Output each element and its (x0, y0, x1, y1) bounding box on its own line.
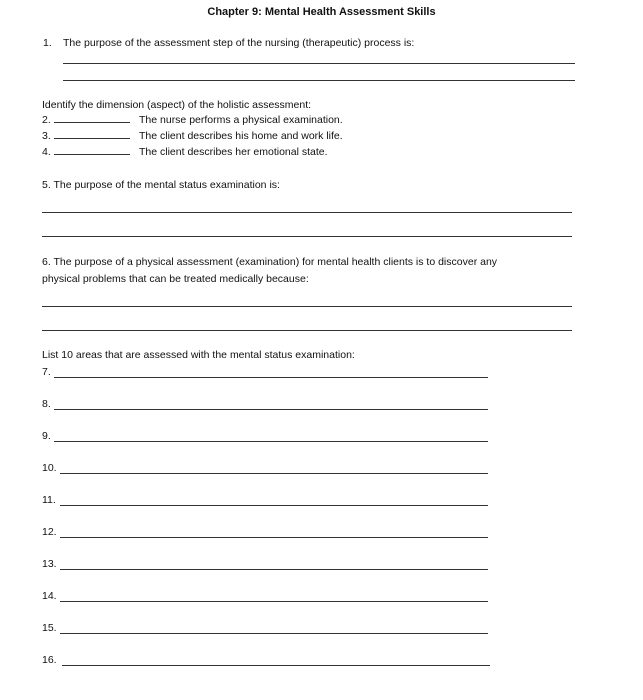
list-item-number: 11. (42, 494, 56, 506)
list-item-number: 13. (42, 558, 57, 570)
answer-line-q1-b[interactable] (63, 80, 575, 81)
answer-line-q6-a[interactable] (42, 306, 572, 307)
list-item-number: 10. (42, 462, 57, 474)
list-item-number: 12. (42, 526, 57, 538)
answer-line-q6-b[interactable] (42, 330, 572, 331)
answer-line-13[interactable] (60, 569, 488, 570)
list-item-number: 8. (42, 398, 51, 410)
answer-blank-3[interactable] (54, 138, 130, 139)
answer-blank-4[interactable] (54, 154, 130, 155)
dimension-intro: Identify the dimension (aspect) of the holistic assessment: (42, 99, 312, 111)
item-number: 4. (42, 146, 51, 158)
question-1-text: The purpose of the assessment step of the nursing (therapeutic) process is: (63, 37, 415, 49)
dimension-item-2 (42, 114, 130, 126)
item-number: 2. (42, 114, 51, 126)
list-item-number: 15. (42, 622, 57, 634)
list-intro: List 10 areas that are assessed with the mental status examination: (42, 349, 355, 361)
answer-line-11[interactable] (60, 505, 488, 506)
answer-line-12[interactable] (60, 537, 488, 538)
page-title: Chapter 9: Mental Health Assessment Skills (207, 6, 436, 18)
list-item-number: 16. (42, 654, 57, 666)
dimension-item-3 (42, 130, 130, 142)
answer-blank-2[interactable] (54, 122, 130, 123)
answer-line-9[interactable] (54, 441, 488, 442)
list-item-number: 7. (42, 366, 51, 378)
question-5-text: 5. The purpose of the mental status examination is: (42, 179, 280, 191)
dimension-item-4 (42, 146, 130, 158)
list-item-number: 9. (42, 430, 51, 442)
list-item-number: 14. (42, 590, 57, 602)
answer-line-14[interactable] (60, 601, 488, 602)
dimension-item-3-text: The client describes his home and work life. (139, 130, 343, 142)
answer-line-q1-a[interactable] (63, 63, 575, 64)
dimension-item-2-text: The nurse performs a physical examination. (139, 114, 343, 126)
question-1-number: 1. (43, 37, 52, 49)
answer-line-15[interactable] (60, 633, 488, 634)
item-number: 3. (42, 130, 51, 142)
answer-line-8[interactable] (54, 409, 488, 410)
answer-line-10[interactable] (60, 473, 488, 474)
answer-line-q5-a[interactable] (42, 212, 572, 213)
answer-line-16[interactable] (62, 665, 490, 666)
answer-line-q5-b[interactable] (42, 236, 572, 237)
dimension-item-4-text: The client describes her emotional state. (139, 146, 328, 158)
answer-line-7[interactable] (54, 377, 488, 378)
question-6-line-2: physical problems that can be treated medically because: (42, 273, 309, 285)
question-6-line-1: 6. The purpose of a physical assessment (examination) for mental health clients is to discover any (42, 256, 498, 268)
